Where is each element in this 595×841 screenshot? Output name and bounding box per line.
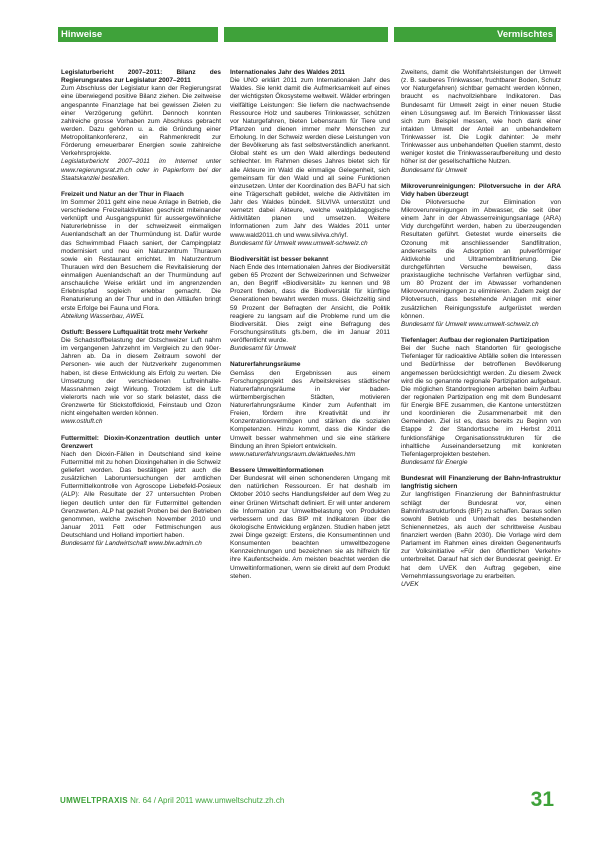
section-bar-middle <box>224 27 388 42</box>
article-title: Futtermittel: Dioxin-Konzentration deutlich unter Grenzwert <box>61 434 221 450</box>
article <box>230 256 390 354</box>
issue-number: Nr. 64 / April 2011 <box>130 796 194 805</box>
article-source: UVEK <box>401 580 419 588</box>
article-title: Legislaturbericht 2007–2011: Bilanz des Regierungsrates zur Legislatur 2007–2011 <box>61 69 221 85</box>
article <box>401 69 561 175</box>
article-source: www.naturerfahrungsraum.de/aktuelles.htm <box>230 450 356 458</box>
article-source: Bundesamt für Energie <box>401 458 468 466</box>
article-title: Biodiversität ist besser bekannt <box>230 255 329 263</box>
footer-magazine-line <box>60 796 284 805</box>
article-body: Bei der Suche nach Standorten für geologische Tiefenlager für radioaktive Abfälle sollen die Interessen und Bedürfnisse der betroffenen Bevölkerung angemessen berücksichtigt werden. Zu diesem Zweck wird die so genannte regionale Partizipation aufgebaut. Die möglichen Standortregionen arbeiten beim Aufbau der regionalen Partizipation eng mit dem Bundesamt für Energie BFE zusammen, die Kantone unterstützen und koordinieren die Zusammenarbeit mit den Gemeinden. Ziel ist es, dass bereits zu Beginn von Etappe 2 der Standortsuche im Herbst 2011 funktionsfähige Organisationsstrukturen für die inhaltliche Auseinandersetzung mit konkreten Tiefenlagerprojekten bestehen. <box>401 345 561 458</box>
article-source: www.ostluft.ch <box>61 418 103 426</box>
article-source: Bundesamt für Umwelt <box>230 345 296 353</box>
column-3 <box>401 69 561 597</box>
article-title: Ostluft: Bessere Luftqualität trotz mehr Verkehr <box>61 328 208 336</box>
article-body: Im Sommer 2011 geht eine neue Anlage in Betrieb, die verschiedene Freizeitaktivitäten geschickt miteinander verknüpft und Ausgangspunkt für aussergewöhnliche Naturerlebnisse in der schweizweit einmaligen Auenlandschaft an der Thurmündung ist. Dafür wurde das Schwimmbad Flaach saniert, der Campingplatz modernisiert und neu ein Naturzentrum Thurauen sowie ein Restaurant errichtet. Im Naturzentrum Thurauen wird den Besuchern die Revitalisierung der einmaligen Auenlandschaft an der Thurmündung auf anschauliche Weise erklärt und im angrenzenden Erlebnispfad sogleich erlebbar gemacht. Die Renaturierung an der Thur und in den Altläufen bringt erste Erfolge bei Fauna und Flora. <box>61 198 221 312</box>
article <box>401 337 561 467</box>
magazine-name: UMWELTPRAXIS <box>60 796 128 805</box>
article-body: Gemäss den Ergebnissen aus einem Forschungsprojekt des Arbeitskreises städtischer Naturerfahrungsräume in vier baden-württembergischen Städten, motivieren Naturerfahrungsräume Kinder zum Aufenthalt im Freien, fördern ihre Kreativität und ihr Konzentrationsvermögen und stärken die sozialen Kompetenzen. Hinzu kommt, dass die Kinder die Umwelt besser wahrnehmen und sie eine stärkere Bindung an ihren Spielort entwickeln. <box>230 369 390 450</box>
article-body: Zur langfristigen Finanzierung der Bahninfrastruktur schlägt der Bundesrat vor, einen Bahninfrastrukturfonds (BIF) zu schaffen. Daraus sollen sowohl Betrieb und Unterhalt des bestehenden Schienennetzes, als auch der schrittweise Ausbau finanziert werden (Bahn 2030). Die Vorlage wird dem Parlament im Rahmen eines direkten Gegenentwurfs zur Volksinitiative «Für den öffentlichen Verkehr» unterbreitet. Darauf hat sich der Bundesrat geeinigt. Er hat dem UVEK den Auftrag gegeben, eine Vernehmlassungsvorlage zu erarbeiten. <box>401 491 561 580</box>
article <box>61 329 221 427</box>
article-title: Internationales Jahr des Waldes 2011 <box>230 69 346 76</box>
column-1 <box>61 69 221 556</box>
section-header-bar <box>58 27 556 42</box>
article-source: Bundesamt für Umwelt www.umwelt-schweiz.ch <box>230 239 368 247</box>
article-source: Abteilung Wasserbau, AWEL <box>61 312 145 320</box>
article-source: Legislaturbericht 2007–2011 im Internet unter www.regierungsrat.zh.ch oder in Papierform bei der Staatskanzlei bestellen. <box>61 158 221 182</box>
article-title: Freizeit und Natur an der Thur in Flaach <box>61 190 184 198</box>
website-url: www.umweltschutz.zh.ch <box>195 796 285 805</box>
article-source: Bundesamt für Umwelt www.umwelt-schweiz.ch <box>401 320 539 328</box>
article-title: Naturerfahrungsräume <box>230 361 301 369</box>
article <box>230 361 390 459</box>
article-body: Der Bundesrat will einen schonenderen Umgang mit den natürlichen Ressourcen. Er hat deshalb im Oktober 2010 sechs Handlungsfelder auf dem Weg zu einer Grünen Wirtschaft definiert. Er will unter anderem die Information zur Umweltbelastung von Produkten verbessern und das BIP mit Indikatoren über die ökologische Entwicklung ergänzen. Studien haben jetzt zwei Dinge gezeigt: Erstens, die Konsumentinnen und Konsumenten beachten umweltbezogene Kennzeichnungen und bezeichnen sie als hilfreich für ihre Kaufentscheide. Am meisten beachtet werden die Umweltinformationen, wenn sie direkt auf dem Produkt stehen. <box>230 475 390 580</box>
section-label-vermischtes: Vermischtes <box>394 27 556 42</box>
article-body: Die Schadstoffbelastung der Ostschweizer Luft nahm im vergangenen Jahrzehnt im Vergleich zu den 90er-Jahren ab. Da in diesem Zeitraum sowohl der Personen- wie auch der Nutzverkehr zugenommen haben, ist diese Entwicklung als Erfolg zu werten. Die Umsetzung der verschiedenen Luftreinhalte-Massnahmen zeigt Wirkung. Trotzdem ist die Luft vielerorts nach wie vor so stark belastet, dass die Grenzwerte für Stickstoffdioxid, Feinstaub und Ozon nicht eingehalten werden können. <box>61 337 221 418</box>
article <box>401 475 561 589</box>
article-body: Zweitens, damit die Wohlfahrtsleistungen der Umwelt (z. B. sauberes Trinkwasser, fruchtbarer Boden, Schutz vor Naturgefahren) sichtbar gemacht werden können, braucht es nachvollziehbare Indikatoren. Das Bundesamt für Umwelt zeigt in einer neuen Studie einen Lösungsweg auf. Im Bereich Trinkwasser lässt sich zum Beispiel messen, wie hoch dank einer intakten Umwelt der Anteil an unbehandeltem Trinkwasser ist. Die Logik dahinter: Je mehr Trinkwasser aus unbehandelten Quellen stammt, desto weniger kostet die Trinkwasseraufbereitung und desto höher ist der gesellschaftliche Nutzen. <box>401 69 561 166</box>
section-label-hinweise: Hinweise <box>58 27 218 42</box>
article-body: Die UNO erklärt 2011 zum Internationalen Jahr des Waldes. Sie lenkt damit die Aufmerksamkeit auf eines der wichtigsten Ökosysteme weltweit. Wälder erbringen vielfältige Leistungen: Sie liefern die nachwachsende Ressource Holz und sauberes Trinkwasser, schützen vor Naturgefahren, bieten Lebensraum für Tiere und Pflanzen und dienen immer mehr Menschen zur Erholung. In der Schweiz werden diese Leistungen von der Bevölkerung als fast selbstverständlich anerkannt. Global steht es um den Wald allerdings bedeutend schlechter. Im Rahmen dieses Jahres bietet sich für alle Akteure im Wald die einmalige Gelegenheit, sich gemeinsam für den Wald und all seine Funktionen einzusetzen. Unter der Koordination des BAFU hat sich eine Trägerschaft gebildet, welche die Aktivitäten im Jahr des Waldes bündelt. SILVIVA unterstützt und vernetzt dabei Akteure, welche waldpädagogische Aktivitäten planen und umsetzen. Weitere Informationen zum Jahr des Waldes 2011 unter www.wald2011.ch und www.silviva.ch/iyf. <box>230 77 390 239</box>
article <box>401 183 561 329</box>
article-source: Bundesamt für Umwelt <box>401 166 467 174</box>
article-body: Die Pilotversuche zur Elimination von Mikroverunreinigungen im Abwasser, die seit über einem Jahr in der Abwasserreinigungsanlage (ARA) Vidy durchgeführt werden, haben zu überzeugenden Resultaten geführt. Getestet wurde einerseits die Ozonung mit anschliessender Sandfiltration, andererseits die Adsorption an pulverförmiger Aktivkohle und Ultramembranfiltrierung. Die durchgeführten Versuche beweisen, dass praxistaugliche technische Verfahren verfügbar sind, um 80 Prozent der im Abwasser vorhandenen Mikroverunreinigungen zu eliminieren. Zudem zeigt der Pilotversuch, dass bestehende Anlagen mit einer zusätzlichen Reinigungsstufe aufgerüstet werden können. <box>401 198 561 320</box>
article <box>61 435 221 549</box>
page-footer <box>58 790 556 820</box>
article-body: Zum Abschluss der Legislatur kann der Regierungsrat eine überwiegend positive Bilanz ziehen. Die zeitweise angespannte Finanzlage hat bei gewissen Zielen zu einer Verzögerung geführt. Dennoch konnten zahlreiche grosse Vorhaben zum Abschluss gebracht werden. Dazu gehören u. a. die Gründung einer Metropolitankonferenz, ein Rahmenkredit zur Förderung erneuerbarer Energien sowie zahlreiche Verkehrsprojekte. <box>61 85 221 158</box>
article <box>230 69 390 248</box>
article <box>61 69 221 183</box>
column-2 <box>230 69 390 589</box>
article-body: Nach den Dioxin-Fällen in Deutschland sind keine Futtermittel mit zu hohen Dioxingehalten in die Schweiz geliefert worden. Das bestätigen jetzt auch die zusätzlichen Laboruntersuchungen der amtlichen Futtermittelkontrolle von Agroscope Liebefeld-Posieux (ALP): Alle Resultate der 27 untersuchten Proben liegen deutlich unter den für Futtermittel geltenden Grenzwerten. ALP hat gezielt Proben bei den Betrieben genommen, welche zwischen November 2010 und Januar 2011 Fett oder Fettmischungen aus Deutschland und Holland importiert haben. <box>61 450 221 540</box>
article <box>61 191 221 321</box>
article-title: Tiefenlager: Aufbau der regionalen Partizipation <box>401 337 550 345</box>
article-title: Mikroverunreinigungen: Pilotversuche in der ARA Vidy haben überzeugt <box>401 182 561 198</box>
article-title: Bundesrat will Finanzierung der Bahn-Infrastruktur langfristig sichern <box>401 475 561 491</box>
article <box>230 467 390 581</box>
article-body: Nach Ende des Internationalen Jahres der Biodiversität geben 65 Prozent der Schweizerinnen und Schweizer an, den Begriff «Biodiversität» zu kennen und 98 Prozent finden, dass die Biodiversität für künftige Generationen bewahrt werden muss. Gleichzeitig sind 59 Prozent der Befragten der Ansicht, die Politik reagiere zu langsam auf die Probleme rund um die Biodiversität. Dies zeigt eine Befragung des Forschungsinstituts gfs.bern, die im Januar 2011 veröffentlicht wurde. <box>230 263 390 345</box>
page-number: 31 <box>530 788 554 811</box>
article-source: Bundesamt für Landwirtschaft www.blw.admin.ch <box>61 540 202 548</box>
article-title: Bessere Umweltinformationen <box>230 467 324 475</box>
